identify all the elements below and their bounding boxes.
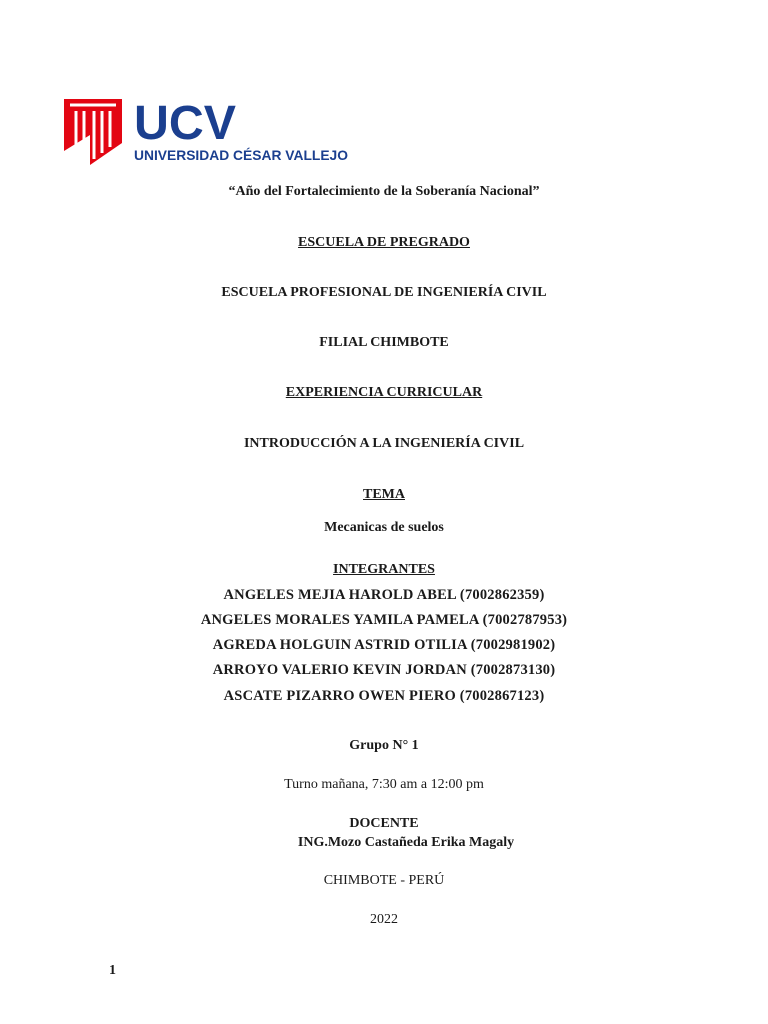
school-heading: ESCUELA DE PREGRADO xyxy=(298,235,470,250)
program-name: ESCUELA PROFESIONAL DE INGENIERÍA CIVIL xyxy=(221,285,547,300)
shift-text: Turno mañana, 7:30 am a 12:00 pm xyxy=(284,777,484,792)
location-text: CHIMBOTE - PERÚ xyxy=(323,873,445,888)
motto: “Año del Fortalecimiento de la Soberanía Nacional” xyxy=(228,184,540,199)
ucv-logo-acronym: UCV xyxy=(134,97,236,150)
ucv-shield-icon xyxy=(64,99,122,165)
member-item: ARROYO VALERIO KEVIN JORDAN (7002873130) xyxy=(212,662,556,678)
teacher-heading: DOCENTE xyxy=(349,816,419,831)
year-text: 2022 xyxy=(370,912,398,927)
branch-name: FILIAL CHIMBOTE xyxy=(319,335,449,350)
ucv-logo xyxy=(64,97,354,167)
topic-value: Mecanicas de suelos xyxy=(324,520,444,535)
page-number: 1 xyxy=(109,963,116,978)
teacher-name: ING.Mozo Castañeda Erika Magaly xyxy=(297,835,515,850)
course-heading: EXPERIENCIA CURRICULAR xyxy=(285,385,483,400)
member-item: AGREDA HOLGUIN ASTRID OTILIA (7002981902) xyxy=(212,637,556,653)
member-item: ASCATE PIZARRO OWEN PIERO (7002867123) xyxy=(223,688,545,704)
group-label: Grupo N° 1 xyxy=(349,738,419,753)
ucv-logo-name: UNIVERSIDAD CÉSAR VALLEJO xyxy=(134,147,349,163)
topic-heading: TEMA xyxy=(363,487,405,502)
member-item: ANGELES MORALES YAMILA PAMELA (7002787953) xyxy=(200,612,568,628)
members-heading: INTEGRANTES xyxy=(333,562,435,577)
course-name: INTRODUCCIÓN A LA INGENIERÍA CIVIL xyxy=(243,436,525,451)
member-item: ANGELES MEJIA HAROLD ABEL (7002862359) xyxy=(223,587,545,603)
